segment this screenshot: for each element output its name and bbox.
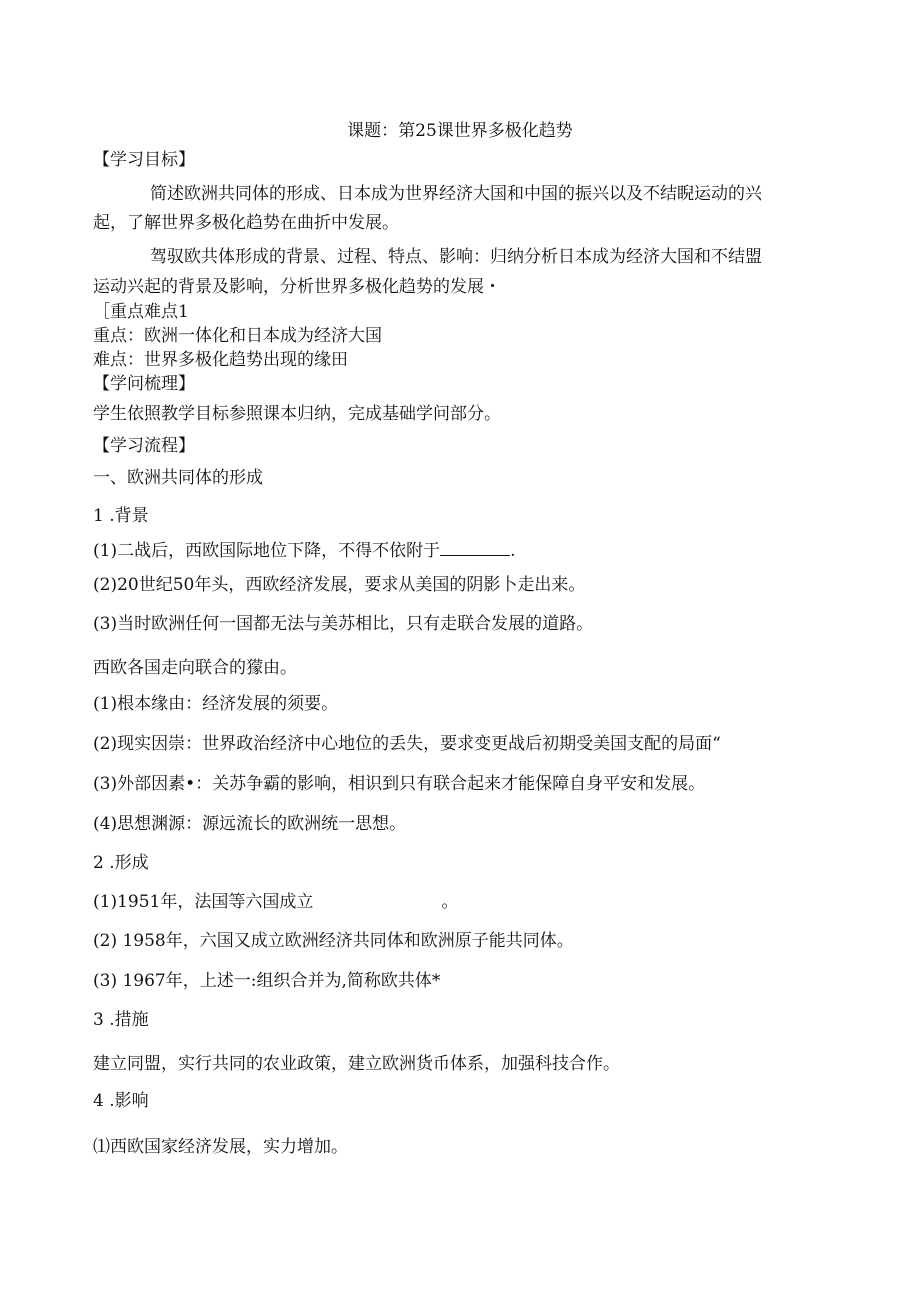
background-item-3: (3)当时欧洲任何一国都无法与美苏相比，只有走联合发展的道路。 [93,614,594,634]
page-title: 课题：第25课世界多极化趋势 [347,121,573,141]
formation-item-1-text: (1)1951年，法国等六国成立 [93,892,314,912]
formation-heading: 2 .形成 [93,853,149,873]
formation-item-1-end: 。 [441,892,459,912]
reason-item-4: (4)思想渊源：源远流长的欧洲统一思想。 [93,814,407,834]
background-item-1 [93,539,516,561]
key-points-heading: ［重点难点1 [93,302,189,322]
measures-heading: 3 .措施 [93,1010,149,1030]
knowledge-text: 学生依照教学目标参照课本归纳，完成基础学问部分。 [93,404,501,424]
fill-in-blank [440,539,510,556]
difficult-point: 难点：世界多极化趋势出现的缘田 [93,350,348,370]
background-item-1-end: . [510,541,516,561]
formation-item-2: (2) 1958年，六国又成立欧洲经济共同体和欧洲原子能共同体。 [93,931,574,951]
goals-paragraph-1-line-2: 起，了解世界多极化趋势在曲折中发展。 [93,213,399,233]
goals-heading: 【学习目标】 [93,150,195,170]
measures-text: 建立同盟，实行共同的农业政策，建立欧洲货币体系，加强科技合作。 [93,1054,620,1074]
formation-item-1 [93,892,458,912]
key-point: 重点：欧洲一体化和日本成为经济大国 [93,326,382,346]
reason-item-3: (3)外部因素•：关苏争霸的影响，相识到只有联合起来才能保障自身平安和发展。 [93,774,706,794]
goals-paragraph-2-line-2: 运动兴起的背景及影响，分析世界多极化趋势的发展・ [93,277,501,297]
goals-paragraph-1-line-1: 简述欧洲共同体的形成、日本成为世界经济大国和中国的振兴以及不结睨运动的兴 [150,184,762,204]
knowledge-heading: 【学问梳理】 [93,374,195,394]
process-heading: 【学习流程】 [93,436,195,456]
impact-heading: 4 .影响 [93,1091,149,1111]
reason-item-1: (1)根本缘由：经济发展的须要。 [93,694,339,714]
background-item-2: (2)20世纪50年头，西欧经济发展，要求从美国的阴影卜走出来。 [93,575,586,595]
section-heading-1: 一、欧洲共同体的形成 [93,468,263,488]
reasons-heading: 西欧各国走向联合的獴由。 [93,658,297,678]
background-heading: 1 .背景 [93,506,149,526]
formation-item-3: (3) 1967年，上述一:组织合并为,简称欧共体* [93,971,441,991]
impact-item-1: ⑴西欧国家经济发展，实力增加。 [93,1137,348,1157]
goals-paragraph-2-line-1: 驾驭欧共体形成的背景、过程、特点、影响：归纳分析日本成为经济大国和不结盟 [150,247,762,267]
reason-item-2: (2)现实因崇：世界政治经济中心地位的丢失，要求变更战后初期受美国支配的局面“ [93,734,721,754]
background-item-1-text: (1)二战后，西欧国际地位下降，不得不依附于 [93,541,441,561]
